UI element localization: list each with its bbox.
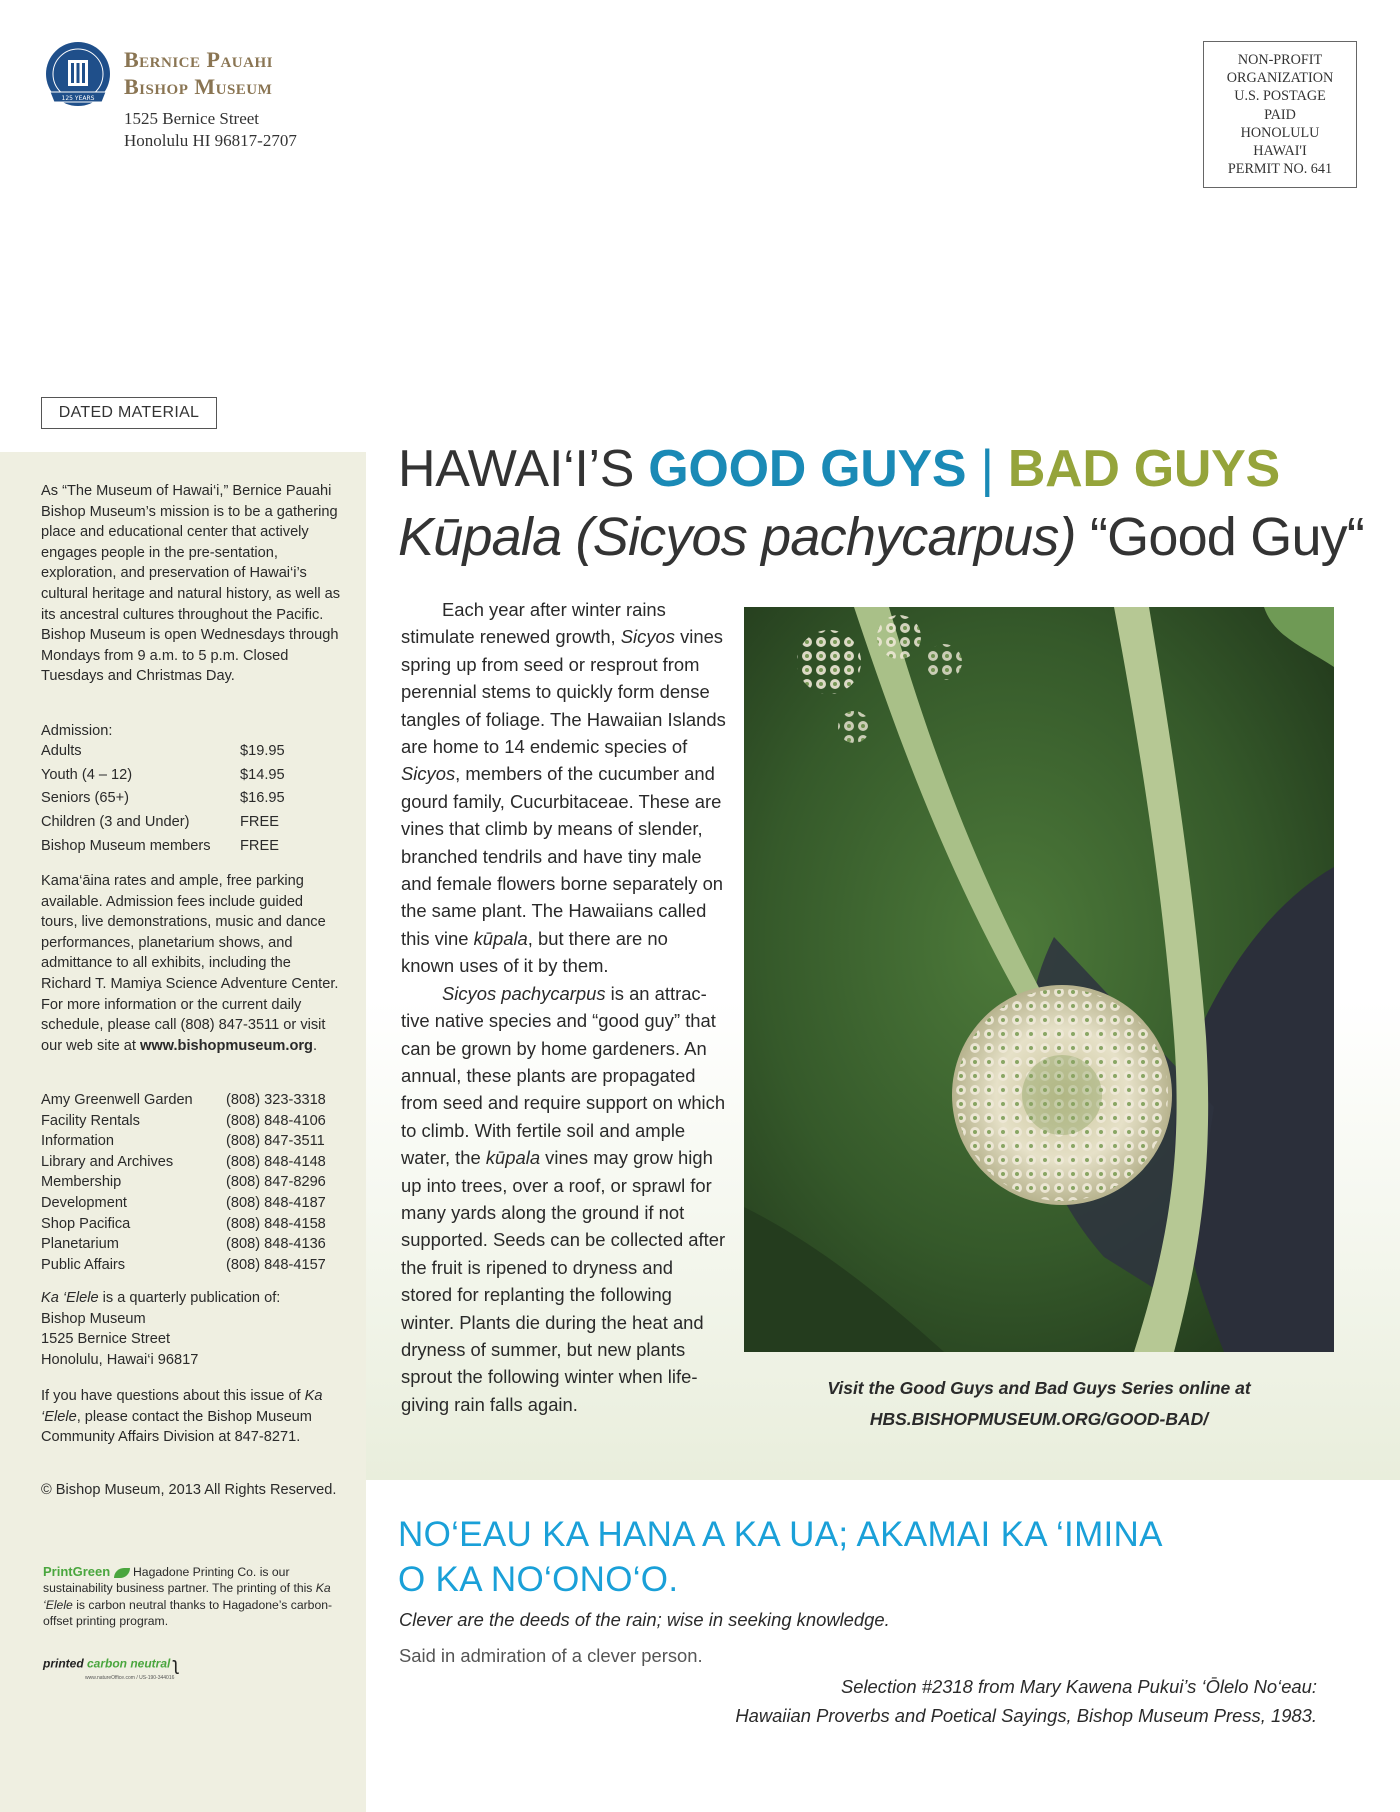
address-line1: 1525 Bernice Street (124, 109, 260, 128)
svg-text:125 YEARS: 125 YEARS (61, 95, 95, 102)
publication-address-line: Honolulu, Hawai‘i 96817 (41, 1351, 199, 1368)
address-line2: Honolulu HI 96817-2707 (124, 131, 297, 150)
paragraph-text: is an attrac-tive native species and “good guy” that can be grown by home gardeners. An annual, these plants are propagated from seed and require support on which to climb. With fertile soil and ample water, the (401, 982, 726, 1169)
admission-price: FREE (240, 814, 279, 831)
article-subhead (398, 504, 1364, 570)
phone-label: Library and Archives (41, 1153, 174, 1170)
phone-row (41, 1193, 341, 1214)
postage-line: HONOLULU (1240, 124, 1320, 141)
phone-number: (808) 847-8296 (226, 1174, 326, 1191)
italic-term: Sicyos pachycarpus (442, 982, 606, 1004)
proverb-translation: Clever are the deeds of the rain; wise in seeking knowledge. (399, 1609, 890, 1630)
admission-title: Admission: (41, 723, 113, 739)
org-address (124, 108, 297, 152)
admission-price: FREE (240, 837, 279, 854)
admission-row (41, 764, 341, 788)
proverb-line1: NO‘EAU KA HANA A KA UA; AKAMAI KA ‘IMINA (398, 1515, 1163, 1554)
phone-row (41, 1234, 341, 1255)
phone-label: Planetarium (41, 1236, 119, 1253)
printgreen-logo-text: PrintGreen (43, 1564, 111, 1579)
headline-good-guys: GOOD GUYS (648, 440, 967, 498)
questions-publication-title: Ka ‘Elele (41, 1388, 323, 1425)
article-paragraph (401, 596, 726, 980)
copyright-notice: © Bishop Museum, 2013 All Rights Reserved. (41, 1482, 337, 1498)
phone-label: Shop Pacifica (41, 1215, 131, 1232)
publication-intro: is a quarterly publication of: (98, 1290, 281, 1306)
phone-row (41, 1131, 341, 1152)
phone-row (41, 1090, 341, 1111)
phone-label: Public Affairs (41, 1256, 126, 1273)
org-name-line1: Bernice Pauahi (124, 47, 273, 72)
phone-row (41, 1255, 341, 1276)
phone-row (41, 1172, 341, 1193)
paragraph-text: vines spring up from seed or resprout from perennial stems to quickly form dense tangles of foliage. The Hawaiian Islands are home to 14 endemic species of (401, 626, 726, 758)
phone-label: Membership (41, 1174, 122, 1191)
paragraph-text: vines may grow high up into trees, over a roof, or sprawl for many yards along the ground if not supported. Seeds can be collected after the fruit is ripened to dryness and stored for replanting the following winter. Plants die during the heat and dryness of summer, but new plants sprout the following winter when life-giving rain falls again. (401, 1147, 726, 1415)
org-name (124, 46, 273, 100)
admission-price: $16.95 (240, 790, 285, 807)
pcn-text-a: printed (43, 1656, 84, 1671)
admission-table (41, 740, 341, 858)
admission-row (41, 787, 341, 811)
admission-price: $19.95 (240, 743, 285, 759)
hawaiian-proverb (398, 1512, 1163, 1602)
italic-term: Sicyos (401, 763, 456, 785)
postage-line: PERMIT NO. 641 (1227, 161, 1333, 178)
pcn-text-b: carbon neutral (83, 1656, 171, 1671)
org-name-line2: Bishop Museum (124, 74, 273, 99)
photo-caption (744, 1373, 1334, 1435)
admission-label: Seniors (65+) (41, 790, 130, 807)
publication-address-line: 1525 Bernice Street (41, 1331, 170, 1348)
admission-row (41, 811, 341, 835)
phone-label: Facility Rentals (41, 1112, 140, 1129)
phone-label: Amy Greenwell Garden (41, 1092, 193, 1108)
phone-label: Information (41, 1133, 115, 1150)
dated-material-label: DATED MATERIAL (41, 397, 217, 429)
phone-number: (808) 848-4187 (226, 1194, 326, 1211)
headline-bad-guys: BAD GUYS (1007, 440, 1280, 498)
proverb-source (700, 1672, 1317, 1730)
phone-directory (41, 1090, 341, 1275)
postage-line: PAID (1264, 106, 1296, 123)
phone-label: Development (41, 1194, 127, 1211)
phone-row (41, 1214, 341, 1235)
printgreen-text: Hagadone Printing Co. is our sustainability business partner. The printing of this (43, 1565, 316, 1596)
admission-row (41, 835, 341, 859)
series-url[interactable]: HBS.BISHOPMUSEUM.ORG/GOOD-BAD/ (869, 1409, 1209, 1429)
paragraph-text: , but there are no known uses of it by them. (401, 927, 668, 977)
phone-number: (808) 848-4157 (226, 1256, 326, 1273)
questions-info (41, 1386, 341, 1448)
admission-label: Adults (41, 743, 82, 759)
phone-row (41, 1152, 341, 1173)
headline-hawaiis: HAWAI‘I’S (398, 440, 649, 498)
publication-title: Ka ‘Elele (41, 1290, 99, 1306)
phone-number: (808) 848-4148 (226, 1153, 326, 1170)
website-link[interactable]: www.bishopmuseum.org (139, 1037, 313, 1054)
headline-separator: | (966, 440, 1008, 498)
postage-line: ORGANIZATION (1226, 70, 1334, 87)
admission-label: Youth (4 – 12) (41, 766, 133, 783)
kamaaina-info: Kama‘āina rates and ample, free parking available. Admission fees include guided tours, live demonstrations, music and dance performances, planetarium shows, and admittance to all exhibits, including the Richard T. Mamiya Science Adventure Center. For more information or the current daily schedule, please call (808) 847-3511 or visit our web site at www.bishopmuseum.org. (41, 873, 339, 1054)
mission-statement: As “The Museum of Hawai‘i,” Bernice Pauahi Bishop Museum’s mission is to be a gathering place and educational center that actively engages people in the pre-sentation, exploration, and preservation of Hawai‘i’s cultural heritage and natural history, as well as its ancestral cultures throughout the Pacific. Bishop Museum is open Wednesdays through Mondays from 9 a.m. to 5 p.m. Closed Tuesdays and Christmas Day. (41, 483, 341, 685)
caption-line1: Visit the Good Guys and Bad Guys Series online at (827, 1378, 1251, 1398)
postage-line: U.S. POSTAGE (1234, 88, 1326, 105)
paragraph-text: Each year after winter rains stimulate renewed growth, (401, 599, 666, 648)
questions-text: If you have questions about this issue of (41, 1388, 305, 1404)
source-line1: Selection #2318 from Mary Kawena Pukui’s ‘Ōlelo No‘eau: (840, 1676, 1317, 1697)
phone-number: (808) 848-4158 (226, 1215, 326, 1232)
postage-line: NON-PROFIT (1237, 52, 1323, 68)
species-name: Kūpala (Sicyos pachycarpus) (398, 507, 1076, 567)
article-body (401, 596, 726, 1418)
admission-row (41, 740, 341, 764)
pcn-small-text: www.natureOffice.com / US-190-344016 (85, 1675, 175, 1681)
museum-seal-logo (44, 40, 112, 108)
postage-indicia (1203, 41, 1357, 188)
kupala-flower-photo (744, 607, 1334, 1352)
italic-term: kūpala (473, 927, 528, 949)
series-headline (398, 438, 1280, 500)
source-line2: Hawaiian Proverbs and Poetical Sayings, Bishop Museum Press, 1983. (735, 1705, 1317, 1726)
printgreen-publication-title: Ka ‘Elele (43, 1581, 331, 1612)
printgreen-text-end: is carbon neutral thanks to Hagadone’s carbon-offset printing program. (43, 1597, 333, 1629)
proverb-explanation: Said in admiration of a clever person. (399, 1645, 703, 1666)
phone-number: (808) 847-3511 (226, 1133, 325, 1150)
paragraph-text: , members of the cucumber and gourd family, Cucurbitaceae. These are vines that climb by means of slender, branched tendrils and have tiny male and female flowers borne separately on the same plant. The Hawaiians called this vine (401, 763, 724, 949)
admission-label: Bishop Museum members (41, 837, 211, 854)
printgreen-logo (43, 1564, 133, 1580)
phone-row (41, 1111, 341, 1132)
phone-number: (808) 323-3318 (226, 1092, 326, 1108)
proverb-line2: O KA NO‘ONO‘O. (398, 1560, 679, 1599)
printed-carbon-neutral-logo (43, 1654, 213, 1684)
article-paragraph (401, 980, 726, 1419)
publication-info (41, 1288, 341, 1370)
admission-price: $14.95 (240, 766, 285, 783)
kamaaina-text: Kama‘āina rates and ample, free parking available. Admission fees include guided tours, live demonstrations, music and dance performances, planetarium shows, and admittance to all exhibits, including the Richard T. Mamiya Science Adventure Center. For more information or the current daily schedule, please call (808) 847-3511 or visit our web site at (41, 873, 339, 1054)
phone-number: (808) 848-4136 (226, 1236, 326, 1253)
printgreen-notice (43, 1564, 333, 1630)
postage-line: HAWAI'I (1253, 143, 1307, 160)
bird-icon: ʅ (173, 1654, 178, 1674)
italic-term: Sicyos (620, 626, 675, 648)
italic-term: kūpala (485, 1147, 541, 1169)
leaf-icon (114, 1568, 130, 1578)
publication-address-line: Bishop Museum (41, 1310, 146, 1327)
phone-number: (808) 848-4106 (226, 1112, 326, 1129)
good-guy-label: “Good Guy“ (1075, 507, 1365, 567)
admission-label: Children (3 and Under) (41, 814, 190, 831)
questions-text-end: , please contact the Bishop Museum Community Affairs Division at 847-8271. (41, 1408, 312, 1446)
